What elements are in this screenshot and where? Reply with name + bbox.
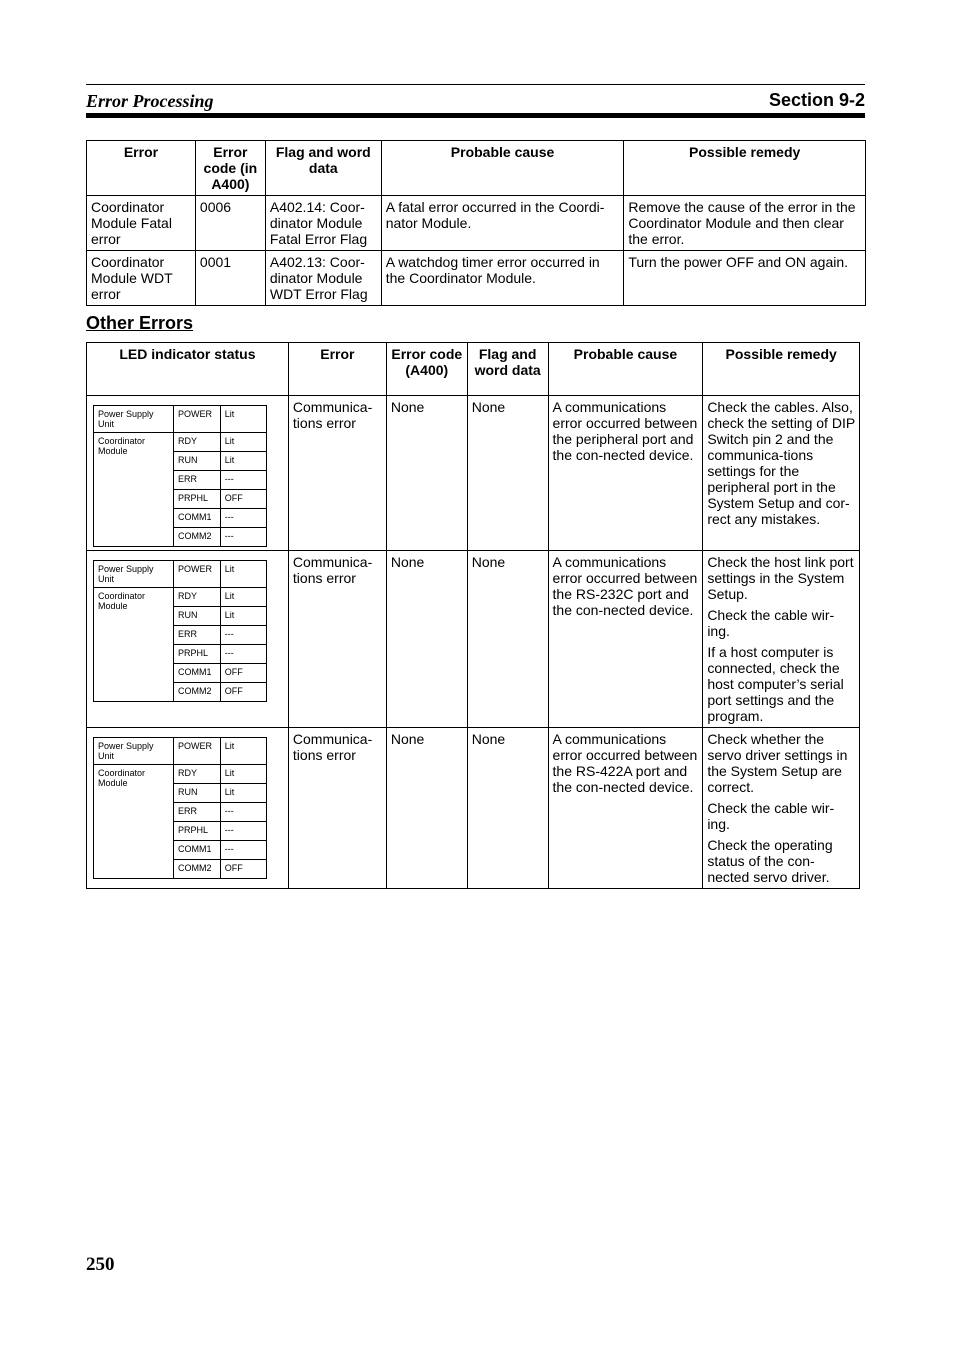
remedy-text: If a host computer is connected, check the host computer’s serial port settings and the program.: [707, 644, 844, 724]
led-name: POWER: [173, 406, 220, 433]
remedy-text: Check whether the servo driver settings in the System Setup are correct.: [707, 731, 848, 795]
led-name: PRPHL: [173, 822, 220, 841]
led-name: ERR: [173, 626, 220, 645]
led-value: Lit: [220, 588, 266, 607]
table-header-row: [87, 141, 866, 196]
table-cell: A402.13: Coor-dinator Module WDT Error Flag: [265, 251, 381, 306]
remedy-text: Check the cables. Also, check the setting of DIP Switch pin 2 and the communica-tions settings for the peripheral port in the System Setup and cor-rect any mistakes.: [707, 399, 855, 527]
led-name: COMM2: [173, 528, 220, 547]
led-name: COMM2: [173, 683, 220, 702]
led-name: RDY: [173, 765, 220, 784]
table-row: [87, 251, 866, 306]
table-cell: None: [386, 728, 467, 889]
led-value: Lit: [220, 738, 266, 765]
led-name: COMM1: [173, 509, 220, 528]
led-value: ---: [220, 803, 266, 822]
led-value: Lit: [220, 784, 266, 803]
table-cell: A fatal error occurred in the Coordi-nator Module.: [381, 196, 624, 251]
header-cell: LED indicator status: [87, 343, 289, 396]
led-value: OFF: [220, 664, 266, 683]
led-name: RUN: [173, 452, 220, 471]
led-value: ---: [220, 645, 266, 664]
table-cell: Coordinator Module WDT error: [87, 251, 196, 306]
led-value: Lit: [220, 433, 266, 452]
header-cell: Error code (A400): [386, 343, 467, 396]
led-value: ---: [220, 822, 266, 841]
led-name: RDY: [173, 588, 220, 607]
other-errors-table: [86, 342, 860, 889]
table-row: [87, 396, 860, 551]
header-cell: Error code (in A400): [195, 141, 265, 196]
remedy-text: Check the cable wir-ing.: [707, 607, 835, 639]
section-title: Other Errors: [86, 313, 194, 333]
table-cell: None: [467, 551, 548, 728]
unit-label: Power Supply Unit: [94, 738, 174, 765]
header-cell: Flag and word data: [467, 343, 548, 396]
led-value: Lit: [220, 406, 266, 433]
table-cell: Communica-tions error: [288, 551, 386, 728]
led-name: COMM2: [173, 860, 220, 879]
page-header: [86, 84, 865, 119]
table-row: [87, 551, 860, 728]
led-value: ---: [220, 509, 266, 528]
led-name: RUN: [173, 607, 220, 626]
remedy-text: Check the host link port settings in the System Setup.: [707, 554, 854, 602]
table-cell: None: [467, 396, 548, 551]
led-status-cell: [87, 396, 289, 551]
table-cell: Remove the cause of the error in the Coordinator Module and then clear the error.: [624, 196, 866, 251]
table-cell: Turn the power OFF and ON again.: [624, 251, 866, 306]
unit-label: Power Supply Unit: [94, 561, 174, 588]
table-cell: A watchdog timer error occurred in the Coordinator Module.: [381, 251, 624, 306]
table-row: [87, 728, 860, 889]
section-label: Section 9-2: [768, 90, 865, 110]
unit-label: Coordinator Module: [94, 433, 174, 547]
table-cell: Coordinator Module Fatal error: [87, 196, 196, 251]
led-status-cell: [87, 728, 289, 889]
header-cell: Flag and word data: [265, 141, 381, 196]
chapter-title: Error Processing: [86, 91, 214, 111]
error-table-1: [86, 140, 866, 306]
table-cell: Communica-tions error: [288, 728, 386, 889]
led-name: PRPHL: [173, 490, 220, 509]
table-cell: 0001: [195, 251, 265, 306]
led-value: Lit: [220, 561, 266, 588]
header-cell: Possible remedy: [703, 343, 860, 396]
table-cell: None: [386, 551, 467, 728]
unit-label: Power Supply Unit: [94, 406, 174, 433]
remedy-cell: [703, 728, 860, 889]
led-indicator-panel: [93, 737, 267, 879]
led-name: RUN: [173, 784, 220, 803]
table-header-row: [87, 343, 860, 396]
remedy-cell: [703, 396, 860, 551]
header-cell: Probable cause: [381, 141, 624, 196]
led-name: PRPHL: [173, 645, 220, 664]
led-name: ERR: [173, 471, 220, 490]
led-name: COMM1: [173, 664, 220, 683]
unit-label: Coordinator Module: [94, 588, 174, 702]
led-value: ---: [220, 841, 266, 860]
led-value: Lit: [220, 765, 266, 784]
header-cell: Probable cause: [548, 343, 703, 396]
led-value: ---: [220, 626, 266, 645]
led-value: OFF: [220, 683, 266, 702]
led-name: COMM1: [173, 841, 220, 860]
led-indicator-panel: [93, 560, 267, 702]
table-cell: Communica-tions error: [288, 396, 386, 551]
table-cell: A communications error occurred between the RS-422A port and the con-nected device.: [548, 728, 703, 889]
led-value: ---: [220, 471, 266, 490]
remedy-text: Check the cable wir-ing.: [707, 800, 835, 832]
led-value: OFF: [220, 860, 266, 879]
unit-label: Coordinator Module: [94, 765, 174, 879]
led-name: RDY: [173, 433, 220, 452]
table-cell: A communications error occurred between the RS-232C port and the con-nected device.: [548, 551, 703, 728]
table-cell: A communications error occurred between the peripheral port and the con-nected device.: [548, 396, 703, 551]
led-status-cell: [87, 551, 289, 728]
led-value: Lit: [220, 452, 266, 471]
led-name: POWER: [173, 561, 220, 588]
led-name: ERR: [173, 803, 220, 822]
header-rule: [86, 113, 865, 118]
header-cell: Error: [288, 343, 386, 396]
header-cell: Possible remedy: [624, 141, 866, 196]
remedy-text: Check the operating status of the con-nected servo driver.: [707, 837, 833, 885]
led-indicator-panel: [93, 405, 267, 547]
header-cell: Error: [87, 141, 196, 196]
led-value: ---: [220, 528, 266, 547]
led-value: OFF: [220, 490, 266, 509]
table-cell: None: [386, 396, 467, 551]
table-row: [87, 196, 866, 251]
table-cell: A402.14: Coor-dinator Module Fatal Error Flag: [265, 196, 381, 251]
remedy-cell: [703, 551, 860, 728]
page-number: 250: [86, 1254, 115, 1275]
table-cell: 0006: [195, 196, 265, 251]
table-cell: None: [467, 728, 548, 889]
led-name: POWER: [173, 738, 220, 765]
led-value: Lit: [220, 607, 266, 626]
